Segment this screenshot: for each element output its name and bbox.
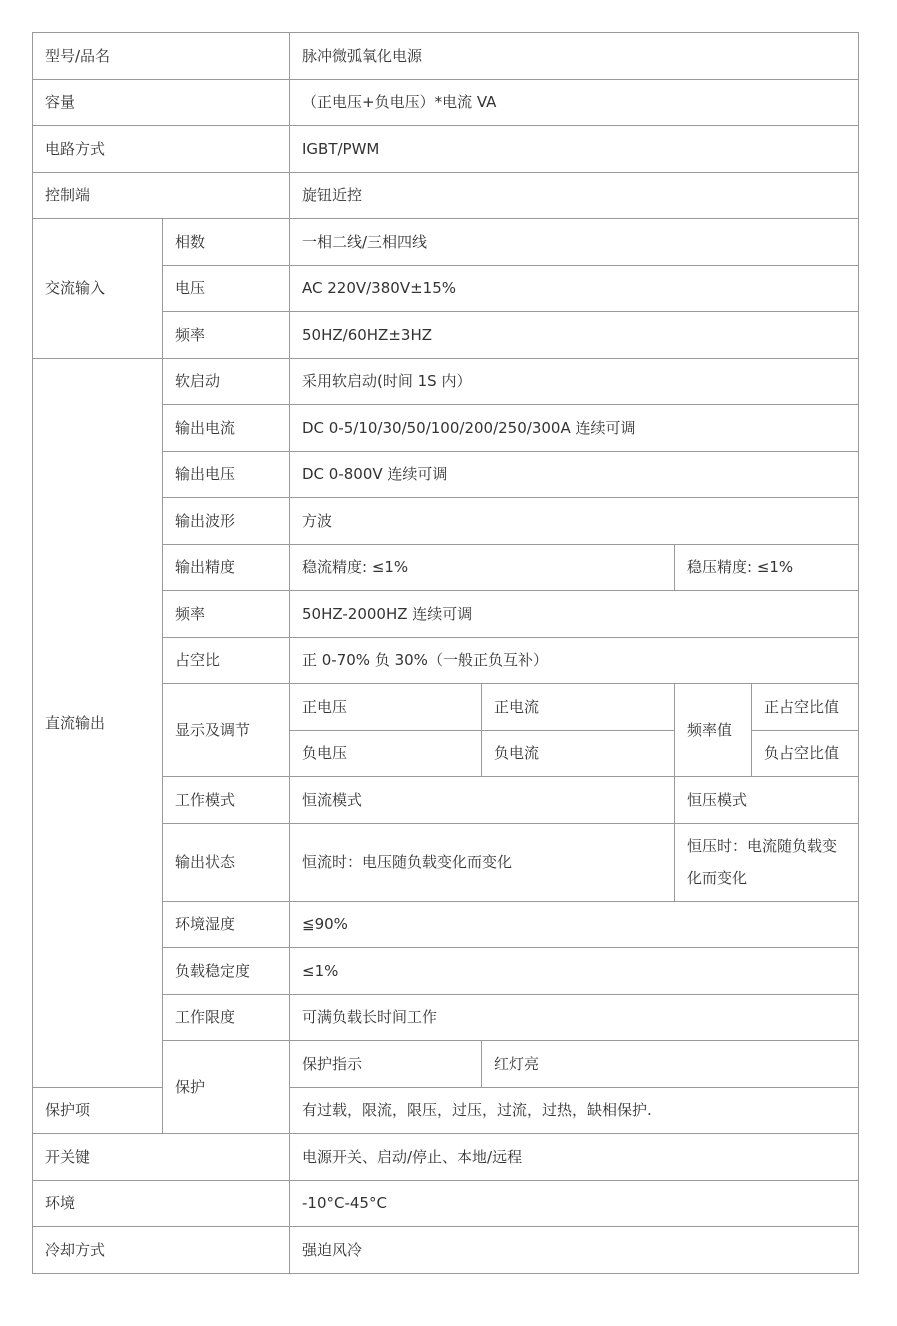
value-protection-indicator: 红灯亮 [482, 1041, 859, 1088]
row-soft-start [33, 358, 859, 405]
label-control: 控制端 [33, 172, 290, 219]
label-duty: 占空比 [163, 637, 290, 684]
row-switch [33, 1134, 859, 1181]
row-cooling [33, 1227, 859, 1274]
value-output-current: DC 0-5/10/30/50/100/200/250/300A 连续可调 [290, 405, 859, 452]
label-humidity: 环境湿度 [163, 901, 290, 948]
value-ac-frequency: 50HZ/60HZ±3HZ [290, 312, 859, 359]
value-cv-state: 恒压时：电流随负载变化而变化 [675, 823, 859, 901]
label-output-current: 输出电流 [163, 405, 290, 452]
value-switch: 电源开关、启动/停止、本地/远程 [290, 1134, 859, 1181]
group-protection: 保护 [163, 1041, 290, 1134]
label-ac-voltage: 电压 [163, 265, 290, 312]
label-circuit: 电路方式 [33, 126, 290, 173]
display-frequency: 频率值 [675, 684, 752, 777]
row-model [33, 33, 859, 80]
label-work-limit: 工作限度 [163, 994, 290, 1041]
value-voltage-precision: 稳压精度: ≤1% [675, 544, 859, 591]
value-dc-frequency: 50HZ-2000HZ 连续可调 [290, 591, 859, 638]
value-ac-voltage: AC 220V/380V±15% [290, 265, 859, 312]
value-cc-state: 恒流时：电压随负载变化而变化 [290, 823, 675, 901]
value-humidity: ≦90% [290, 901, 859, 948]
value-current-precision: 稳流精度: ≤1% [290, 544, 675, 591]
row-capacity [33, 79, 859, 126]
row-control [33, 172, 859, 219]
value-soft-start: 采用软启动(时间 1S 内） [290, 358, 859, 405]
value-model: 脉冲微弧氧化电源 [290, 33, 859, 80]
value-load-stability: ≤1% [290, 948, 859, 995]
value-waveform: 方波 [290, 498, 859, 545]
row-ac-phase [33, 219, 859, 266]
row-protection-items [33, 1087, 859, 1134]
display-neg-duty: 负占空比值 [752, 730, 859, 777]
display-pos-duty: 正占空比值 [752, 684, 859, 731]
display-pos-current: 正电流 [482, 684, 675, 731]
spec-table [32, 32, 859, 1274]
label-switch: 开关键 [33, 1134, 290, 1181]
value-cooling: 强迫风冷 [290, 1227, 859, 1274]
label-load-stability: 负载稳定度 [163, 948, 290, 995]
label-work-mode: 工作模式 [163, 777, 290, 824]
label-cooling: 冷却方式 [33, 1227, 290, 1274]
value-output-voltage: DC 0-800V 连续可调 [290, 451, 859, 498]
value-control: 旋钮近控 [290, 172, 859, 219]
label-environment: 环境 [33, 1180, 290, 1227]
label-soft-start: 软启动 [163, 358, 290, 405]
value-environment: -10°C-45°C [290, 1180, 859, 1227]
label-output-voltage: 输出电压 [163, 451, 290, 498]
group-dc-output: 直流输出 [33, 358, 163, 1087]
display-neg-voltage: 负电压 [290, 730, 482, 777]
value-protection-items: 有过载，限流，限压，过压，过流，过热，缺相保护. [290, 1087, 859, 1134]
value-duty: 正 0-70% 负 30%（一般正负互补） [290, 637, 859, 684]
value-cc-mode: 恒流模式 [290, 777, 675, 824]
label-display: 显示及调节 [163, 684, 290, 777]
value-cv-mode: 恒压模式 [675, 777, 859, 824]
label-capacity: 容量 [33, 79, 290, 126]
value-circuit: IGBT/PWM [290, 126, 859, 173]
row-circuit [33, 126, 859, 173]
label-dc-frequency: 频率 [163, 591, 290, 638]
row-environment [33, 1180, 859, 1227]
label-precision: 输出精度 [163, 544, 290, 591]
value-ac-phase: 一相二线/三相四线 [290, 219, 859, 266]
display-neg-current: 负电流 [482, 730, 675, 777]
label-output-state: 输出状态 [163, 823, 290, 901]
label-protection-indicator: 保护指示 [290, 1041, 482, 1088]
label-ac-phase: 相数 [163, 219, 290, 266]
label-waveform: 输出波形 [163, 498, 290, 545]
group-ac-input: 交流输入 [33, 219, 163, 359]
value-work-limit: 可满负载长时间工作 [290, 994, 859, 1041]
label-protection-items: 保护项 [33, 1087, 163, 1134]
label-model: 型号/品名 [33, 33, 290, 80]
display-pos-voltage: 正电压 [290, 684, 482, 731]
label-ac-frequency: 频率 [163, 312, 290, 359]
value-capacity: （正电压+负电压）*电流 VA [290, 79, 859, 126]
